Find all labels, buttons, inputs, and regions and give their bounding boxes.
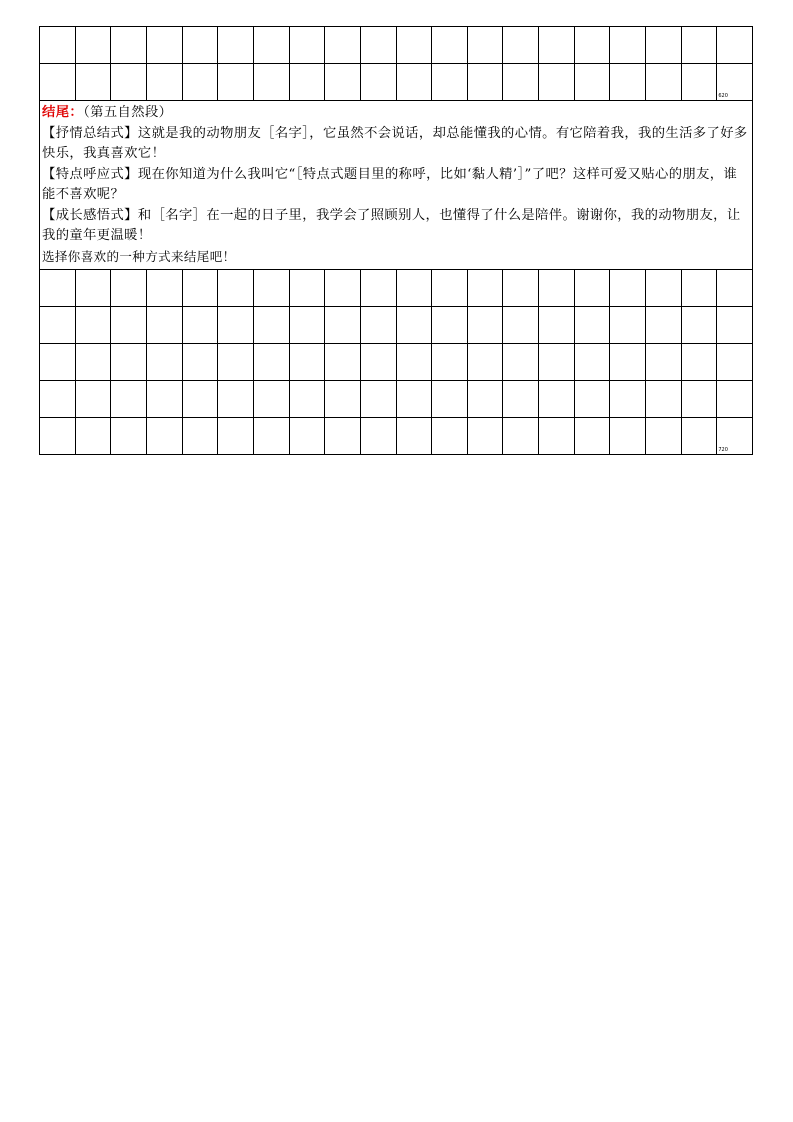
writing-cell[interactable] bbox=[147, 344, 183, 381]
writing-cell[interactable] bbox=[40, 307, 76, 344]
writing-cell[interactable] bbox=[646, 64, 682, 101]
writing-cell[interactable] bbox=[682, 381, 718, 418]
writing-cell[interactable] bbox=[646, 344, 682, 381]
writing-cell[interactable] bbox=[503, 270, 539, 307]
writing-cell[interactable] bbox=[361, 418, 397, 455]
option-tag: 【抒情总结式】 bbox=[42, 125, 138, 141]
character-count-label: 620 bbox=[718, 93, 728, 99]
writing-cell[interactable] bbox=[575, 344, 611, 381]
ending-instruction: 选择你喜欢的一种方式来结尾吧！ bbox=[42, 248, 236, 264]
writing-cell[interactable] bbox=[361, 27, 397, 64]
writing-cell[interactable] bbox=[183, 27, 219, 64]
option-tag: 【特点呼应式】 bbox=[42, 166, 138, 182]
writing-cell[interactable] bbox=[361, 381, 397, 418]
writing-cell[interactable] bbox=[111, 307, 147, 344]
writing-cell[interactable] bbox=[361, 64, 397, 101]
writing-cell[interactable] bbox=[397, 418, 433, 455]
writing-sheet bbox=[39, 26, 753, 455]
writing-cell[interactable] bbox=[397, 307, 433, 344]
writing-cell[interactable] bbox=[254, 418, 290, 455]
writing-cell[interactable] bbox=[290, 270, 326, 307]
writing-cell[interactable] bbox=[290, 381, 326, 418]
writing-cell[interactable] bbox=[218, 27, 254, 64]
writing-cell[interactable] bbox=[503, 27, 539, 64]
writing-cell[interactable] bbox=[468, 418, 504, 455]
writing-grid-top bbox=[39, 26, 753, 101]
writing-cell[interactable] bbox=[325, 64, 361, 101]
writing-cell[interactable] bbox=[183, 381, 219, 418]
writing-cell[interactable] bbox=[40, 270, 76, 307]
writing-cell[interactable] bbox=[218, 381, 254, 418]
writing-cell[interactable] bbox=[76, 307, 112, 344]
writing-grid-bottom bbox=[39, 269, 753, 455]
writing-cell[interactable] bbox=[575, 307, 611, 344]
writing-cell[interactable] bbox=[682, 307, 718, 344]
writing-cell[interactable] bbox=[76, 270, 112, 307]
writing-cell[interactable] bbox=[183, 418, 219, 455]
writing-cell[interactable] bbox=[717, 418, 753, 455]
writing-cell[interactable] bbox=[40, 418, 76, 455]
writing-cell[interactable] bbox=[397, 270, 433, 307]
ending-option-2 bbox=[42, 165, 750, 206]
writing-cell[interactable] bbox=[76, 418, 112, 455]
writing-cell[interactable] bbox=[503, 418, 539, 455]
writing-cell[interactable] bbox=[290, 307, 326, 344]
writing-cell[interactable] bbox=[539, 344, 575, 381]
writing-cell[interactable] bbox=[432, 64, 468, 101]
writing-cell[interactable] bbox=[254, 270, 290, 307]
writing-cell[interactable] bbox=[76, 27, 112, 64]
ending-option-1 bbox=[42, 124, 750, 165]
writing-cell[interactable] bbox=[646, 307, 682, 344]
writing-cell[interactable] bbox=[290, 27, 326, 64]
writing-cell[interactable] bbox=[539, 418, 575, 455]
ending-title: 结尾 bbox=[42, 105, 70, 120]
ending-guide-block bbox=[39, 101, 753, 269]
writing-cell[interactable] bbox=[468, 270, 504, 307]
writing-cell[interactable] bbox=[432, 270, 468, 307]
writing-cell[interactable] bbox=[717, 27, 753, 64]
writing-cell[interactable] bbox=[40, 27, 76, 64]
writing-cell[interactable] bbox=[183, 307, 219, 344]
writing-cell[interactable] bbox=[40, 381, 76, 418]
writing-cell[interactable] bbox=[682, 418, 718, 455]
writing-cell[interactable] bbox=[575, 27, 611, 64]
writing-cell[interactable] bbox=[361, 270, 397, 307]
writing-cell[interactable] bbox=[254, 64, 290, 101]
writing-cell[interactable] bbox=[325, 27, 361, 64]
writing-cell[interactable] bbox=[432, 418, 468, 455]
writing-cell[interactable] bbox=[610, 381, 646, 418]
writing-cell[interactable] bbox=[682, 27, 718, 64]
writing-cell[interactable] bbox=[432, 307, 468, 344]
writing-cell[interactable] bbox=[682, 344, 718, 381]
writing-cell[interactable] bbox=[646, 27, 682, 64]
writing-cell[interactable] bbox=[111, 64, 147, 101]
writing-cell[interactable] bbox=[539, 307, 575, 344]
writing-cell[interactable] bbox=[610, 64, 646, 101]
ending-subtitle: （第五自然段） bbox=[83, 105, 173, 120]
writing-cell[interactable] bbox=[111, 270, 147, 307]
writing-cell[interactable] bbox=[111, 418, 147, 455]
writing-cell[interactable] bbox=[325, 307, 361, 344]
writing-cell[interactable] bbox=[254, 27, 290, 64]
writing-cell[interactable] bbox=[468, 64, 504, 101]
writing-cell[interactable] bbox=[183, 270, 219, 307]
writing-cell[interactable] bbox=[147, 27, 183, 64]
writing-cell[interactable] bbox=[111, 27, 147, 64]
writing-cell[interactable] bbox=[646, 270, 682, 307]
writing-cell[interactable] bbox=[147, 307, 183, 344]
writing-cell[interactable] bbox=[646, 381, 682, 418]
writing-cell[interactable] bbox=[717, 270, 753, 307]
writing-cell[interactable] bbox=[361, 344, 397, 381]
writing-cell[interactable] bbox=[40, 344, 76, 381]
option-tag: 【成长感悟式】 bbox=[42, 207, 138, 223]
writing-cell[interactable] bbox=[218, 64, 254, 101]
writing-cell[interactable] bbox=[218, 270, 254, 307]
writing-cell[interactable] bbox=[147, 270, 183, 307]
writing-cell[interactable] bbox=[539, 64, 575, 101]
option-text: 和［名字］在一起的日子里，我学会了照顾别人，也懂得了什么是陪伴。谢谢你，我的动物朋友，让我的童年更温暖！ bbox=[42, 207, 741, 243]
writing-cell[interactable] bbox=[503, 344, 539, 381]
writing-cell[interactable] bbox=[254, 307, 290, 344]
writing-cell[interactable] bbox=[468, 307, 504, 344]
writing-cell[interactable] bbox=[325, 418, 361, 455]
writing-cell[interactable] bbox=[610, 418, 646, 455]
writing-cell[interactable] bbox=[111, 344, 147, 381]
writing-cell[interactable] bbox=[361, 307, 397, 344]
writing-cell[interactable] bbox=[539, 270, 575, 307]
writing-cell[interactable] bbox=[682, 270, 718, 307]
writing-cell[interactable] bbox=[610, 344, 646, 381]
writing-cell[interactable] bbox=[717, 64, 753, 101]
ending-colon: ： bbox=[69, 105, 84, 120]
writing-cell[interactable] bbox=[397, 344, 433, 381]
writing-cell[interactable] bbox=[468, 344, 504, 381]
writing-cell[interactable] bbox=[290, 64, 326, 101]
writing-cell[interactable] bbox=[397, 64, 433, 101]
writing-cell[interactable] bbox=[539, 381, 575, 418]
writing-cell[interactable] bbox=[218, 344, 254, 381]
writing-cell[interactable] bbox=[503, 64, 539, 101]
writing-cell[interactable] bbox=[254, 381, 290, 418]
writing-cell[interactable] bbox=[183, 344, 219, 381]
writing-cell[interactable] bbox=[397, 381, 433, 418]
writing-cell[interactable] bbox=[717, 307, 753, 344]
writing-cell[interactable] bbox=[575, 64, 611, 101]
writing-cell[interactable] bbox=[40, 64, 76, 101]
writing-cell[interactable] bbox=[717, 381, 753, 418]
writing-cell[interactable] bbox=[397, 27, 433, 64]
writing-cell[interactable] bbox=[76, 381, 112, 418]
writing-cell[interactable] bbox=[468, 27, 504, 64]
writing-cell[interactable] bbox=[503, 307, 539, 344]
option-text: 这就是我的动物朋友［名字］，它虽然不会说话，却总能懂我的心情。有它陪着我，我的生活多了好多快乐，我真喜欢它！ bbox=[42, 125, 748, 161]
writing-cell[interactable] bbox=[76, 344, 112, 381]
writing-cell[interactable] bbox=[539, 27, 575, 64]
writing-cell[interactable] bbox=[147, 381, 183, 418]
writing-cell[interactable] bbox=[610, 27, 646, 64]
writing-cell[interactable] bbox=[682, 64, 718, 101]
writing-cell[interactable] bbox=[503, 381, 539, 418]
writing-cell[interactable] bbox=[575, 270, 611, 307]
writing-cell[interactable] bbox=[468, 381, 504, 418]
ending-option-3 bbox=[42, 206, 750, 247]
writing-cell[interactable] bbox=[432, 344, 468, 381]
writing-cell[interactable] bbox=[610, 270, 646, 307]
writing-cell[interactable] bbox=[183, 64, 219, 101]
writing-cell[interactable] bbox=[290, 418, 326, 455]
writing-cell[interactable] bbox=[432, 27, 468, 64]
writing-cell[interactable] bbox=[147, 418, 183, 455]
writing-cell[interactable] bbox=[76, 64, 112, 101]
writing-cell[interactable] bbox=[290, 344, 326, 381]
writing-cell[interactable] bbox=[111, 381, 147, 418]
writing-cell[interactable] bbox=[325, 344, 361, 381]
ending-heading bbox=[42, 103, 750, 124]
writing-cell[interactable] bbox=[218, 418, 254, 455]
option-text: 现在你知道为什么我叫它“［特点式题目里的称呼，比如‘黏人精’］”了吧？这样可爱又贴心的朋友，谁能不喜欢呢？ bbox=[42, 166, 738, 202]
writing-cell[interactable] bbox=[325, 270, 361, 307]
writing-cell[interactable] bbox=[717, 344, 753, 381]
writing-cell[interactable] bbox=[610, 307, 646, 344]
writing-cell[interactable] bbox=[575, 381, 611, 418]
writing-cell[interactable] bbox=[254, 344, 290, 381]
writing-cell[interactable] bbox=[575, 418, 611, 455]
writing-cell[interactable] bbox=[218, 307, 254, 344]
writing-cell[interactable] bbox=[646, 418, 682, 455]
writing-cell[interactable] bbox=[325, 381, 361, 418]
writing-cell[interactable] bbox=[432, 381, 468, 418]
character-count-label: 720 bbox=[718, 447, 728, 453]
writing-cell[interactable] bbox=[147, 64, 183, 101]
